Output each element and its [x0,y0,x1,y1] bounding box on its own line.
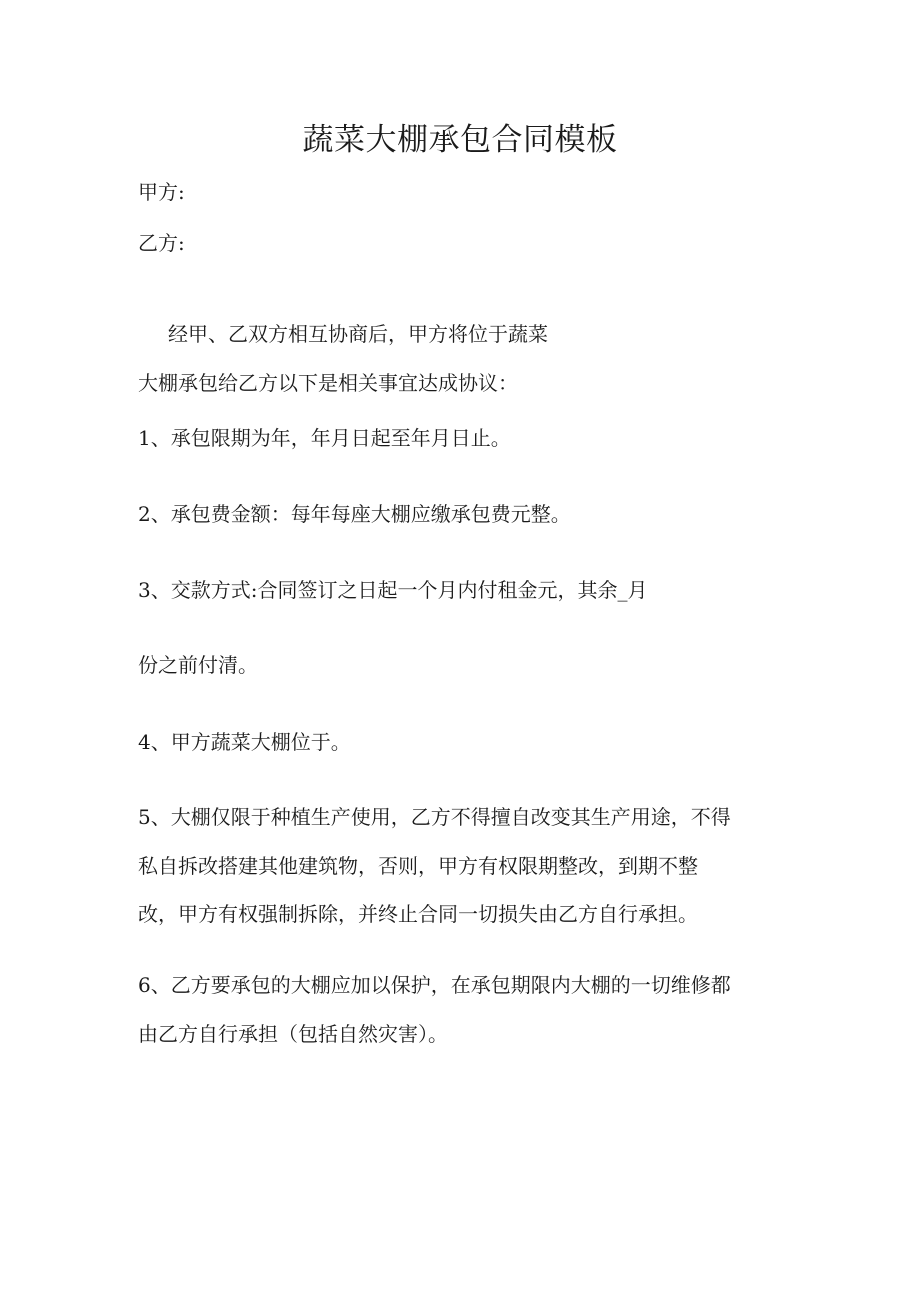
intro-line-2: 大棚承包给乙方以下是相关事宜达成协议： [138,371,518,395]
clause-6-line-1: 6、乙方要承包的大棚应加以保护，在承包期限内大棚的一切维修都 [138,973,731,997]
clause-4: 4、甲方蔬菜大棚位于。 [138,730,351,754]
intro-line-1: 经甲、乙双方相互协商后，甲方将位于蔬菜 [168,322,548,346]
clause-2: 2、承包费金额：每年每座大棚应缴承包费元整。 [138,502,571,526]
clause-3-line-1: 3、交款方式:合同签订之日起一个月内付租金元，其余_月 [138,578,648,602]
party-a-label: 甲方: [138,180,185,204]
clause-5-line-2: 私自拆改搭建其他建筑物，否则，甲方有权限期整改，到期不整 [138,854,698,878]
document-title: 蔬菜大棚承包合同模板 [302,122,618,158]
party-b-label: 乙方: [138,231,185,255]
clause-6-line-2: 由乙方自行承担（包括自然灾害）。 [138,1022,448,1046]
clause-1: 1、承包限期为年，年月日起至年月日止。 [138,426,511,450]
clause-5-line-1: 5、大棚仅限于种植生产使用，乙方不得擅自改变其生产用途，不得 [138,805,731,829]
clause-3-line-2: 份之前付清。 [138,653,258,677]
clause-5-line-3: 改，甲方有权强制拆除，并终止合同一切损失由乙方自行承担。 [138,902,698,926]
